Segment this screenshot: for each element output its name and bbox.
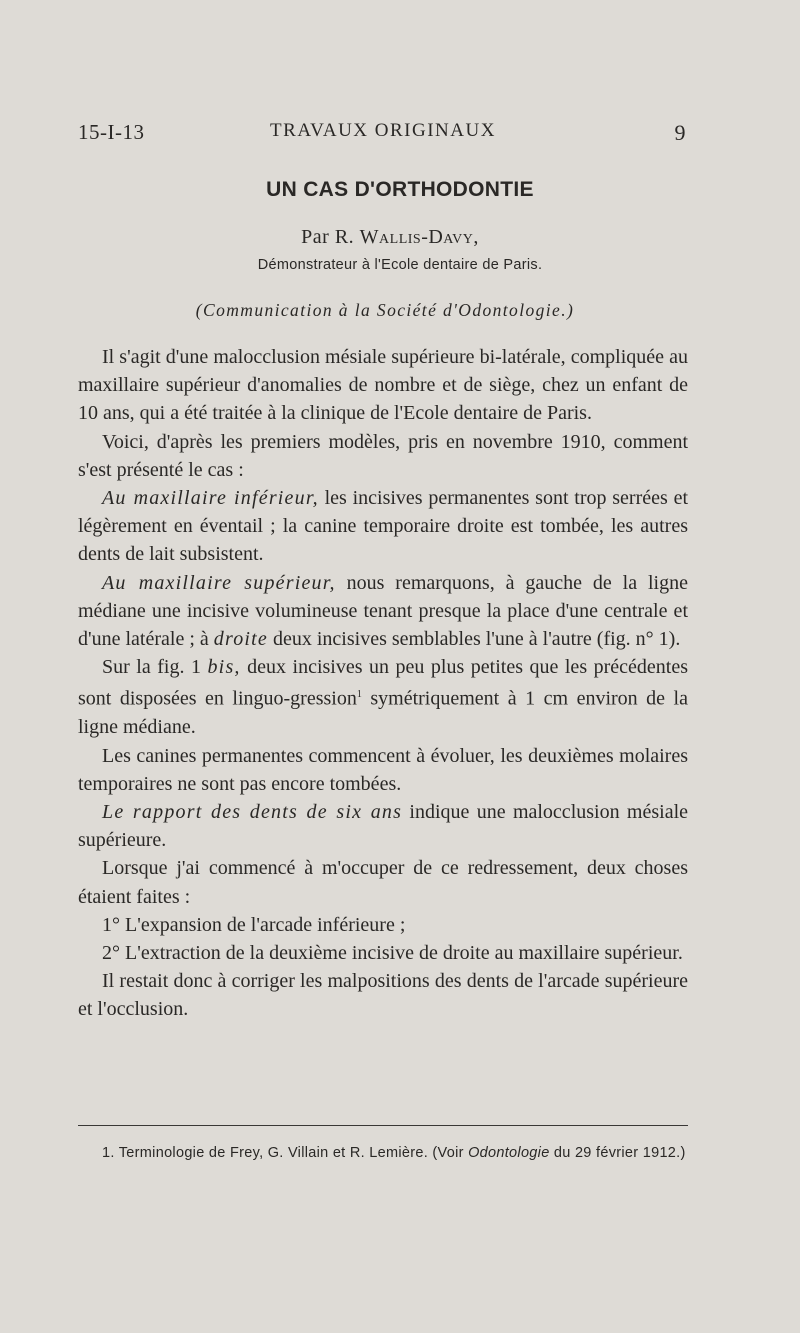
byline <box>0 226 780 249</box>
emphasis-maxillaire-superieur: Au maxillaire supérieur, <box>102 571 336 594</box>
paragraph-11: Il restait donc à corriger les malpositions des dents de l'arcade supérieure et l'occlusion. <box>78 970 688 1021</box>
paragraph-9: 1° L'expansion de l'arcade inférieure ; <box>102 913 406 936</box>
footnote-text: 1. Terminologie de Frey, G. Villain et R. Lemière. (Voir <box>102 1145 469 1161</box>
issue-date: 15-I-13 <box>78 120 145 144</box>
author-name: Wallis-Davy, <box>359 226 479 248</box>
paragraph-2: Voici, d'après les premiers modèles, pris en novembre 1910, comment s'est présenté le cas : <box>78 430 688 481</box>
footnote-divider <box>78 1125 688 1126</box>
page-number: 9 <box>674 120 686 145</box>
paragraph-5-start: Sur la fig. 1 <box>102 656 208 679</box>
paragraph-7 <box>78 798 688 854</box>
paragraph-5-text: deux incisives un peu plus petites que les précédentes sont disposées en linguo-gression <box>78 656 688 711</box>
communication-note: (Communication à la Société d'Odontologie.) <box>195 300 575 320</box>
paragraph-3 <box>78 484 688 569</box>
footnote-emphasis: Odontologie <box>468 1145 550 1161</box>
footnote <box>78 1142 688 1164</box>
paragraph-5 <box>78 653 688 741</box>
paragraph-3-text: les incisives permanentes sont trop serrées et légèrement en éventail ; la canine temporaire droite est tombée, les autres dents de lait subsistent. <box>78 487 688 566</box>
running-head <box>78 120 688 150</box>
author-affiliation: Démonstrateur à l'Ecole dentaire de Paris. <box>257 257 543 273</box>
emphasis-droite: droite <box>213 628 268 651</box>
paragraph-4 <box>78 569 688 654</box>
paragraph-6: Les canines permanentes commencent à évoluer, les deuxièmes molaires temporaires ne sont pas encore tombées. <box>78 744 688 795</box>
emphasis-rapport: Le rapport des dents de six ans <box>102 800 403 823</box>
paragraph-1: Il s'agit d'une malocclusion mésiale supérieure bi-latérale, compliquée au maxillaire supérieur d'anomalies de nombre et de siège, chez un enfant de 10 ans, qui a été traitée à la clinique de l'Ecole dentaire de Paris. <box>78 346 688 425</box>
footnote-end: du 29 février 1912.) <box>549 1145 686 1161</box>
emphasis-bis: bis, <box>207 656 241 679</box>
section-title: TRAVAUX ORIGINAUX <box>270 120 496 141</box>
paragraph-8: Lorsque j'ai commencé à m'occuper de ce redressement, deux choses étaient faites : <box>78 857 688 908</box>
footnote-marker: 1 <box>356 689 362 701</box>
article-title: UN CAS D'ORTHODONTIE <box>266 178 534 201</box>
emphasis-maxillaire-inferieur: Au maxillaire inférieur, <box>102 487 319 510</box>
paragraph-4-end: deux incisives semblables l'une à l'autre (fig. n° 1). <box>268 628 681 651</box>
paragraph-4-text: nous remarquons, à gauche de la ligne médiane une incisive volumineuse tenant presque la place d'une centrale et d'une latérale ; à <box>78 571 688 651</box>
byline-prefix: Par R. <box>301 226 355 248</box>
paragraph-5-end: symétriquement à 1 cm environ de la ligne médiane. <box>78 688 688 739</box>
article-body <box>78 343 688 1024</box>
paragraph-7-text: indique une malocclusion mésiale supérieure. <box>78 800 689 852</box>
paragraph-10: 2° L'extraction de la deuxième incisive de droite au maxillaire supérieur. <box>102 941 683 964</box>
